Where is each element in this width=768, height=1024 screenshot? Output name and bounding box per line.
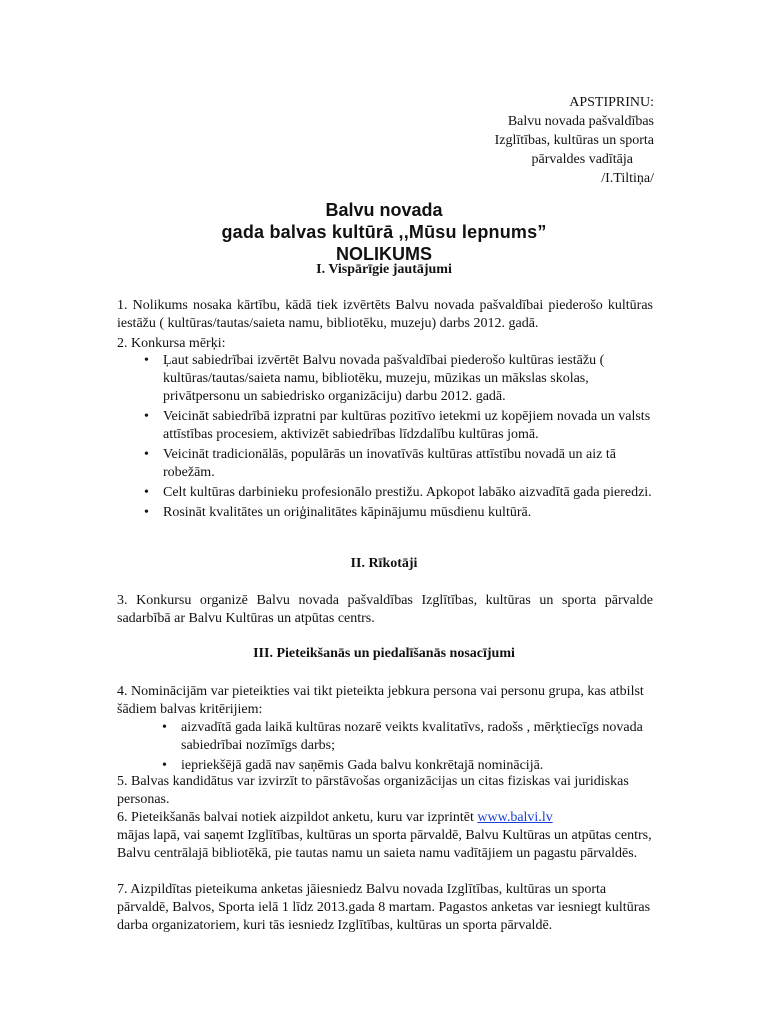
title-line-2: gada balvas kultūrā ,,Mūsu lepnums” [221, 222, 547, 242]
paragraph-7: 7. Aizpildītas pieteikuma anketas jāiesniedz Balvu novada Izglītības, kultūras un sporta pārvaldē, Balvos, Sporta ielā 1 līdz 2013.gada 8 martam. Pagastos anketas var iesniegt kultūras darba organizatoriem, kuri tās iesniedz Izglītības, kultūras un sporta pārvaldē. [117, 882, 651, 933]
list-item: • Veicināt tradicionālās, populārās un inovatīvās kultūras attīstību novadā un aiz tā robežām. [144, 446, 653, 482]
approval-municipality: Balvu novada pašvaldības [507, 114, 654, 129]
approval-heading: APSTIPRINU: [569, 95, 654, 110]
approval-signature-name: /I.Tiltiņa/ [601, 171, 654, 186]
title-line-1: Balvu novada [325, 200, 443, 220]
criteria-list [162, 719, 653, 777]
list-item: • iepriekšējā gadā nav saņēmis Gada balvu konkrētajā nominācijā. [162, 757, 653, 775]
goals-list [144, 352, 653, 524]
section-3-heading: III. Pieteikšanās un piedalīšanās nosacījumi [253, 646, 515, 661]
paragraph-4: 4. Nominācijām var pieteikties vai tikt pieteikta jebkura persona vai personu grupa, kas atbilst šādiem balvas kritērijiem: [117, 684, 644, 717]
list-item: • Rosināt kvalitātes un oriģinalitātes kāpinājumu mūsdienu kultūrā. [144, 504, 653, 522]
paragraph-5: 5. Balvas kandidātus var izvirzīt to pārstāvošas organizācijas un citas fiziskas vai juridiskas personas. [117, 774, 629, 807]
list-item: • Celt kultūras darbinieku profesionālo prestižu. Apkopot labāko aizvadītā gada pieredzi. [144, 484, 653, 502]
paragraph-3: 3. Konkursu organizē Balvu novada pašvaldības Izglītības, kultūras un sporta pārvalde sadarbībā ar Balvu Kultūras un atpūtas centrs. [117, 593, 653, 626]
approval-block [495, 93, 654, 188]
list-item: • Ļaut sabiedrībai izvērtēt Balvu novada pašvaldībai piederošo kultūras iestāžu ( kultūras/tautas/saieta namu, bibliotēku, muzeju, mūzikas un mākslas skolas, privātpersonu un sabiedrisko organizāciju) darbu 2012. gadā. [144, 352, 653, 406]
approval-department: Izglītības, kultūras un sporta [494, 133, 654, 148]
balvi-website-link[interactable]: www.balvi.lv [477, 810, 553, 825]
section-1-heading: I. Vispārīgie jautājumi [316, 262, 452, 277]
document-title [0, 199, 768, 265]
paragraph-2: 2. Konkursa mērķi: [117, 336, 226, 351]
approval-role: pārvaldes vadītāja [531, 152, 633, 167]
paragraph-1: 1. Nolikums nosaka kārtību, kādā tiek izvērtēts Balvu novada pašvaldībai piederošo kultūras iestāžu ( kultūras/tautas/saieta namu, bibliotēku, muzeju) darbs 2012. gadā. [117, 298, 653, 331]
list-item: • Veicināt sabiedrībā izpratni par kultūras pozitīvo ietekmi uz kopējiem novada un valsts attīstības procesiem, aktivizēt sabiedrības līdzdalību kultūras jomā. [144, 408, 653, 444]
section-2-heading: II. Rīkotāji [350, 556, 418, 571]
paragraph-6-continued: mājas lapā, vai saņemt Izglītības, kultūras un sporta pārvaldē, Balvu Kultūras un atpūtas centrs, Balvu centrālajā bibliotēkā, pie tautas namu un saieta namu vadītājiem un pagastu pārvaldēs. [117, 828, 652, 861]
paragraph-6-text: 6. Pieteikšanās balvai notiek aizpildot anketu, kuru var izprintēt [117, 810, 478, 825]
title-line-3: NOLIKUMS [336, 244, 432, 264]
paragraph-6 [117, 809, 653, 863]
list-item: • aizvadītā gada laikā kultūras nozarē veikts kvalitatīvs, radošs , mērķtiecīgs novada sabiedrībai nozīmīgs darbs; [162, 719, 653, 755]
